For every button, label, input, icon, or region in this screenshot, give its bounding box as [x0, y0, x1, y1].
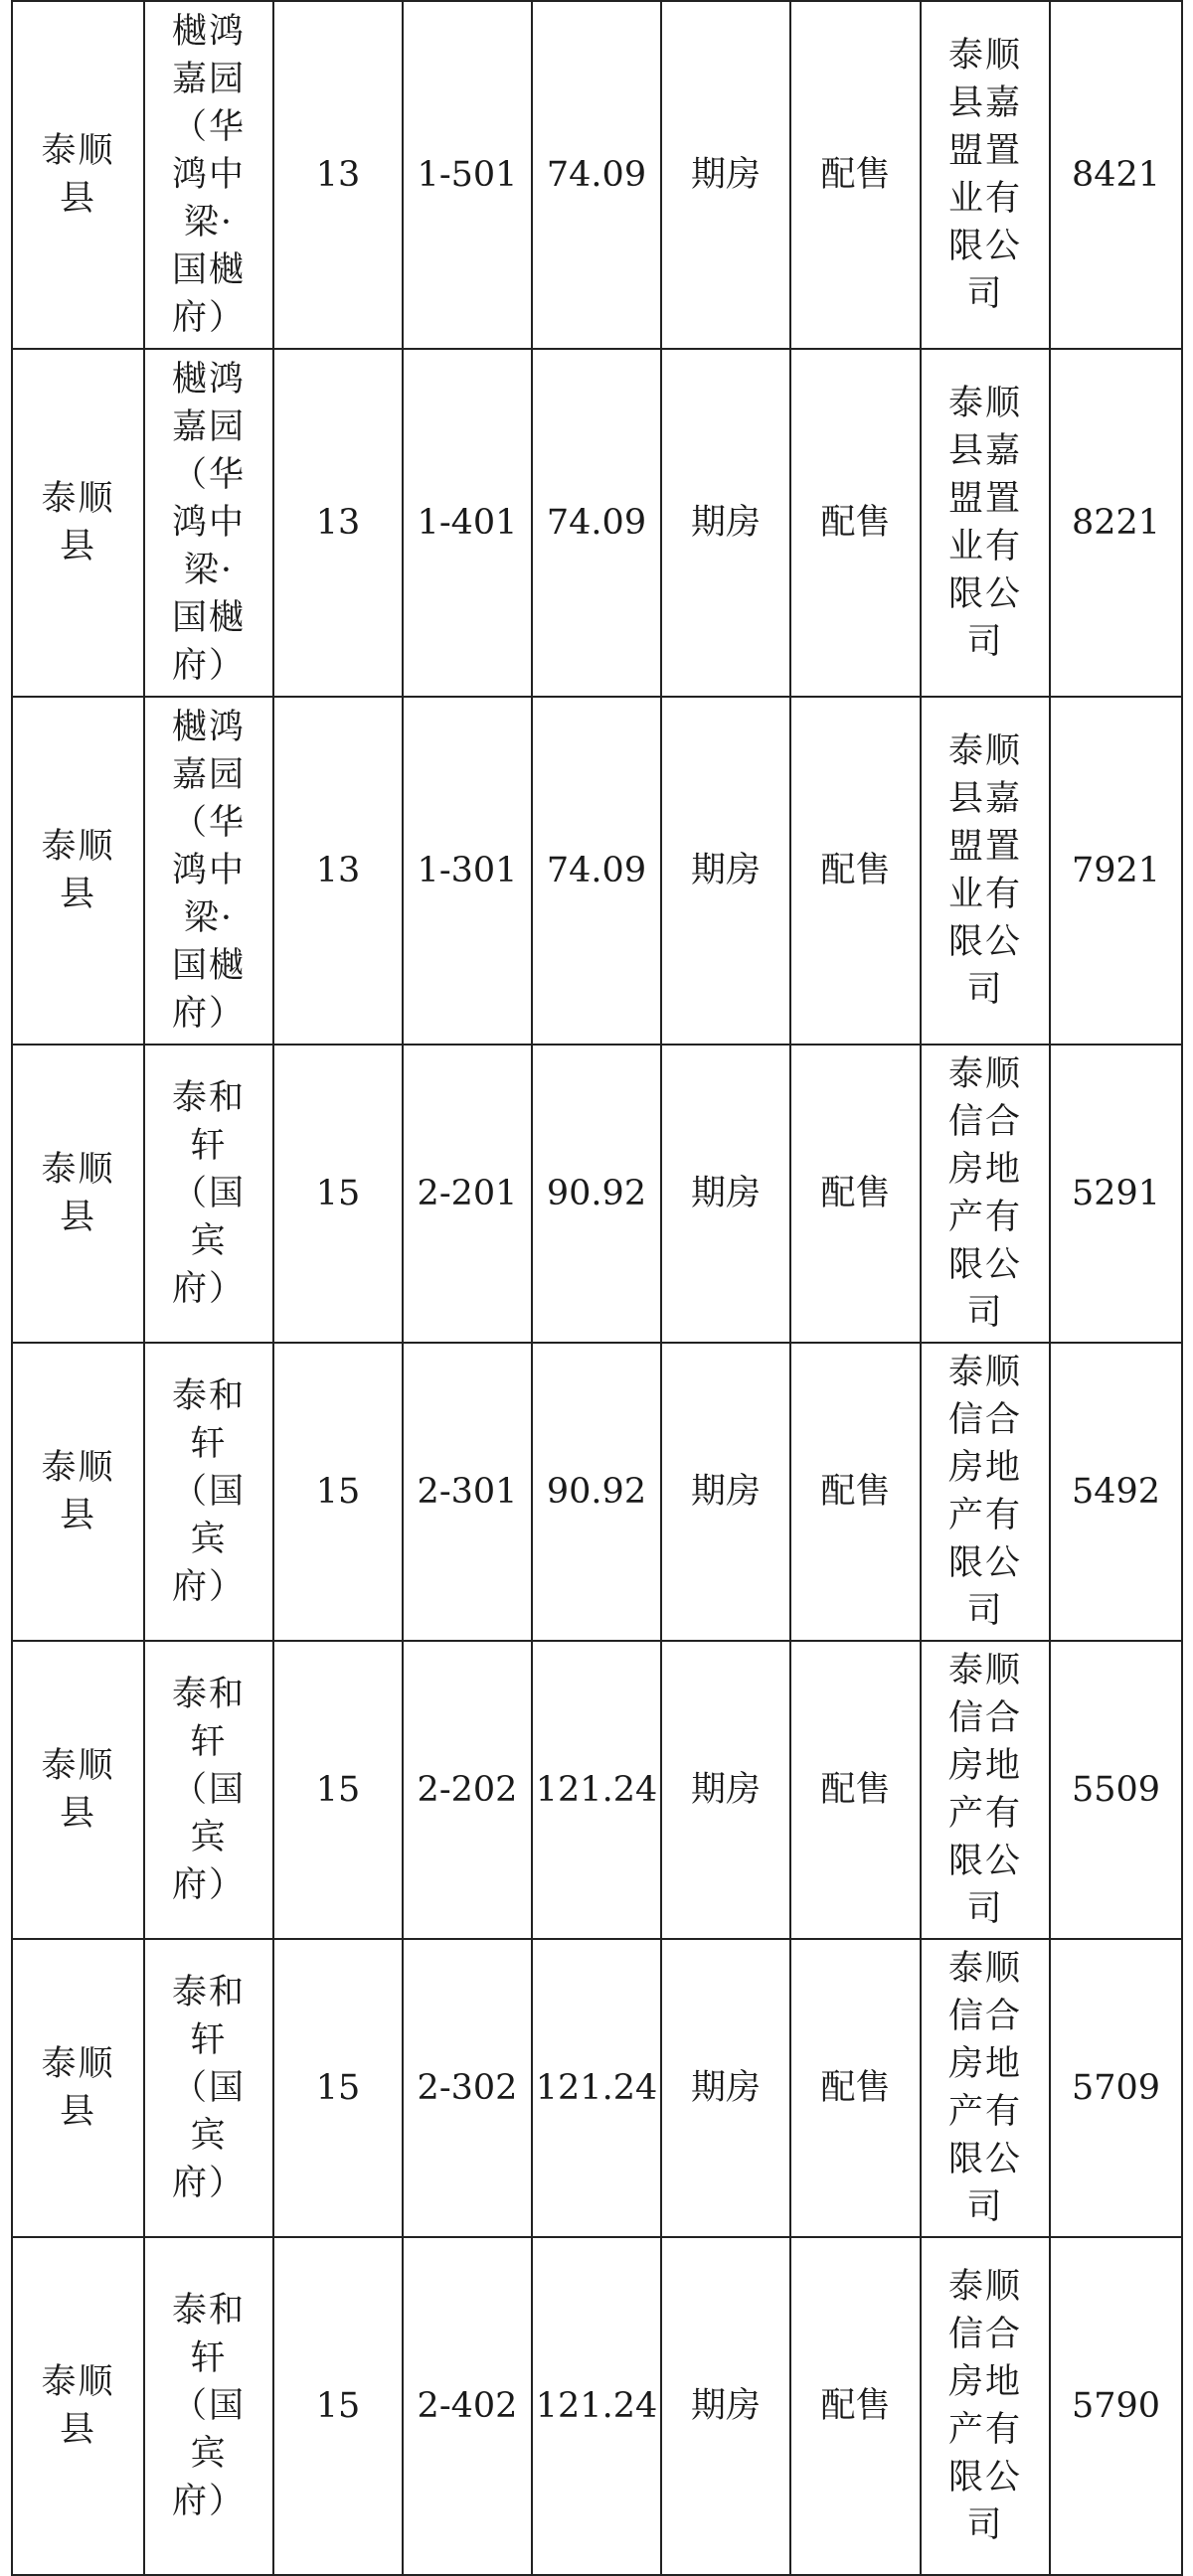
price-cell [1050, 1641, 1182, 1939]
company-text: 泰顺县嘉盟置业有限公司 [947, 36, 1022, 314]
building-text: 15 [315, 2386, 361, 2426]
house-type-text: 期房 [690, 1472, 761, 1512]
unit-text: 2-202 [417, 1770, 518, 1810]
building-number-cell [273, 1045, 403, 1343]
unit-text: 2-301 [417, 1472, 518, 1512]
price-cell [1050, 697, 1182, 1045]
building-number-cell [273, 1, 403, 349]
price-cell [1050, 1343, 1182, 1641]
category-cell [790, 697, 921, 1045]
table-row [12, 349, 1182, 697]
developer-company-cell [921, 1939, 1050, 2237]
county-text: 泰顺县 [41, 1150, 115, 1237]
unit-number-cell [403, 1939, 532, 2237]
building-number-cell [273, 1641, 403, 1939]
county-text: 泰顺县 [41, 827, 115, 914]
company-text: 泰顺信合房地产有限公司 [947, 1054, 1022, 1333]
county-cell [12, 1343, 144, 1641]
county-text: 泰顺县 [41, 1448, 115, 1535]
category-text: 配售 [820, 2068, 891, 2108]
area-text: 121.24 [535, 1770, 658, 1810]
area-text: 74.09 [546, 503, 647, 543]
company-text: 泰顺县嘉盟置业有限公司 [947, 384, 1022, 662]
project-name-cell [144, 1343, 273, 1641]
area-cell [532, 1045, 661, 1343]
building-text: 15 [315, 1472, 361, 1512]
table-row [12, 697, 1182, 1045]
area-cell [532, 1939, 661, 2237]
house-type-cell [661, 2237, 790, 2575]
table-body [12, 1, 1182, 2575]
price-text: 8221 [1071, 503, 1161, 543]
house-type-cell [661, 1, 790, 349]
building-text: 13 [315, 155, 361, 195]
project-text: 泰和轩（国宾府） [171, 1376, 246, 1607]
house-type-cell [661, 1045, 790, 1343]
company-text: 泰顺信合房地产有限公司 [947, 1949, 1022, 2227]
project-text: 泰和轩（国宾府） [171, 1973, 246, 2203]
price-text: 5492 [1071, 1472, 1161, 1512]
county-text: 泰顺县 [41, 2044, 115, 2132]
company-text: 泰顺县嘉盟置业有限公司 [947, 731, 1022, 1010]
unit-text: 1-501 [417, 155, 518, 195]
area-text: 90.92 [546, 1174, 647, 1213]
project-name-cell [144, 2237, 273, 2575]
category-text: 配售 [820, 1174, 891, 1213]
price-text: 7921 [1071, 851, 1161, 890]
county-cell [12, 2237, 144, 2575]
company-text: 泰顺信合房地产有限公司 [947, 1353, 1022, 1631]
developer-company-cell [921, 2237, 1050, 2575]
category-text: 配售 [820, 2386, 891, 2426]
building-text: 15 [315, 2068, 361, 2108]
unit-text: 2-402 [417, 2386, 518, 2426]
table-row [12, 1045, 1182, 1343]
house-type-cell [661, 1939, 790, 2237]
county-cell [12, 1, 144, 349]
project-text: 泰和轩（国宾府） [171, 1078, 246, 1309]
project-name-cell [144, 349, 273, 697]
category-cell [790, 1939, 921, 2237]
category-cell [790, 2237, 921, 2575]
building-text: 13 [315, 851, 361, 890]
area-text: 90.92 [546, 1472, 647, 1512]
project-name-cell [144, 1045, 273, 1343]
category-text: 配售 [820, 851, 891, 890]
unit-text: 1-301 [417, 851, 518, 890]
price-cell [1050, 1, 1182, 349]
category-text: 配售 [820, 1472, 891, 1512]
category-text: 配售 [820, 1770, 891, 1810]
building-text: 15 [315, 1174, 361, 1213]
unit-number-cell [403, 1045, 532, 1343]
unit-number-cell [403, 697, 532, 1045]
project-name-cell [144, 1939, 273, 2237]
price-text: 8421 [1071, 155, 1161, 195]
county-text: 泰顺县 [41, 1746, 115, 1834]
project-name-cell [144, 1641, 273, 1939]
house-type-text: 期房 [690, 1174, 761, 1213]
category-cell [790, 1045, 921, 1343]
area-cell [532, 697, 661, 1045]
area-cell [532, 1343, 661, 1641]
category-cell [790, 349, 921, 697]
price-text: 5709 [1071, 2068, 1161, 2108]
unit-number-cell [403, 349, 532, 697]
house-type-text: 期房 [690, 503, 761, 543]
unit-text: 2-302 [417, 2068, 518, 2108]
table-row [12, 2237, 1182, 2575]
category-text: 配售 [820, 503, 891, 543]
house-type-cell [661, 349, 790, 697]
area-text: 74.09 [546, 851, 647, 890]
project-name-cell [144, 697, 273, 1045]
area-cell [532, 1, 661, 349]
county-cell [12, 697, 144, 1045]
category-cell [790, 1343, 921, 1641]
area-text: 121.24 [535, 2386, 658, 2426]
developer-company-cell [921, 1343, 1050, 1641]
county-text: 泰顺县 [41, 479, 115, 566]
area-text: 74.09 [546, 155, 647, 195]
county-cell [12, 1045, 144, 1343]
project-name-cell [144, 1, 273, 349]
project-text: 樾鸿嘉园（华鸿中梁·国樾府） [171, 12, 246, 338]
area-cell [532, 1641, 661, 1939]
developer-company-cell [921, 349, 1050, 697]
price-cell [1050, 1045, 1182, 1343]
county-text: 泰顺县 [41, 131, 115, 219]
price-text: 5509 [1071, 1770, 1161, 1810]
area-cell [532, 349, 661, 697]
county-cell [12, 349, 144, 697]
house-type-cell [661, 1343, 790, 1641]
company-text: 泰顺信合房地产有限公司 [947, 2267, 1022, 2545]
area-cell [532, 2237, 661, 2575]
house-type-text: 期房 [690, 155, 761, 195]
building-text: 13 [315, 503, 361, 543]
area-text: 121.24 [535, 2068, 658, 2108]
county-cell [12, 1939, 144, 2237]
project-text: 泰和轩（国宾府） [171, 1675, 246, 1905]
county-text: 泰顺县 [41, 2362, 115, 2450]
project-text: 樾鸿嘉园（华鸿中梁·国樾府） [171, 360, 246, 686]
developer-company-cell [921, 1, 1050, 349]
house-type-text: 期房 [690, 1770, 761, 1810]
project-text: 樾鸿嘉园（华鸿中梁·国樾府） [171, 708, 246, 1034]
unit-text: 2-201 [417, 1174, 518, 1213]
house-type-text: 期房 [690, 2068, 761, 2108]
county-cell [12, 1641, 144, 1939]
building-number-cell [273, 1939, 403, 2237]
table-row [12, 1641, 1182, 1939]
company-text: 泰顺信合房地产有限公司 [947, 1651, 1022, 1929]
price-cell [1050, 349, 1182, 697]
house-type-cell [661, 1641, 790, 1939]
unit-number-cell [403, 2237, 532, 2575]
building-number-cell [273, 2237, 403, 2575]
price-text: 5291 [1071, 1174, 1161, 1213]
building-number-cell [273, 1343, 403, 1641]
table-row [12, 1, 1182, 349]
building-number-cell [273, 697, 403, 1045]
developer-company-cell [921, 1641, 1050, 1939]
unit-number-cell [403, 1641, 532, 1939]
table-row [12, 1343, 1182, 1641]
price-cell [1050, 1939, 1182, 2237]
house-type-text: 期房 [690, 851, 761, 890]
unit-number-cell [403, 1, 532, 349]
category-text: 配售 [820, 155, 891, 195]
category-cell [790, 1, 921, 349]
housing-listing-table [11, 0, 1183, 2576]
price-cell [1050, 2237, 1182, 2575]
project-text: 泰和轩（国宾府） [171, 2291, 246, 2521]
table-row [12, 1939, 1182, 2237]
developer-company-cell [921, 697, 1050, 1045]
category-cell [790, 1641, 921, 1939]
developer-company-cell [921, 1045, 1050, 1343]
unit-text: 1-401 [417, 503, 518, 543]
unit-number-cell [403, 1343, 532, 1641]
house-type-text: 期房 [690, 2386, 761, 2426]
house-type-cell [661, 697, 790, 1045]
price-text: 5790 [1071, 2386, 1161, 2426]
building-number-cell [273, 349, 403, 697]
building-text: 15 [315, 1770, 361, 1810]
